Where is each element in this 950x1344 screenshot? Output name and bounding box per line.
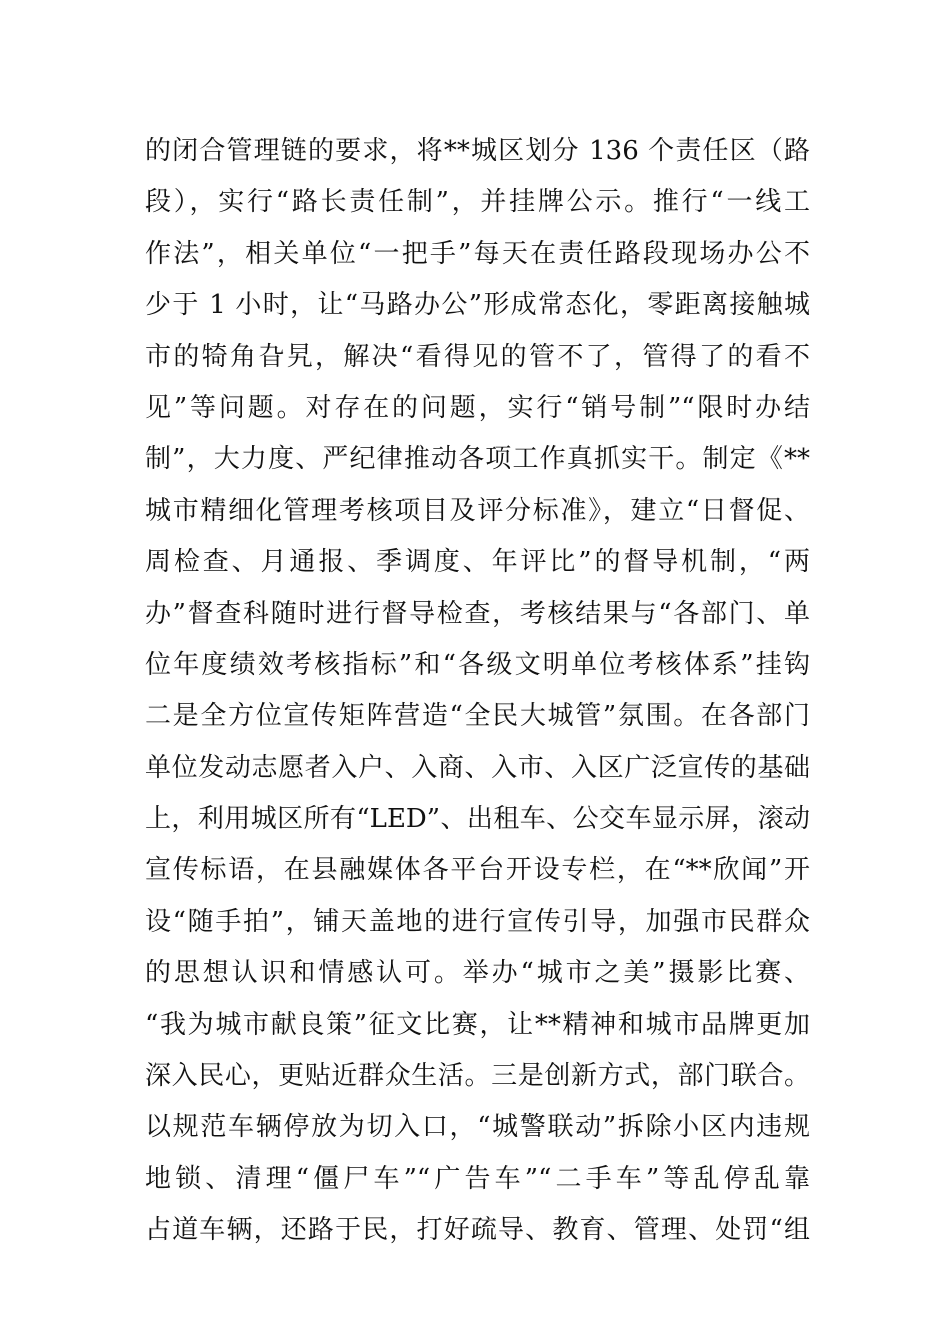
text-line: 上，利用城区所有“LED”、出租车、公交车显示屏，滚动 xyxy=(145,804,810,835)
text-line: 地锁、清理“僵尸车”“广告车”“二手车”等乱停乱靠 xyxy=(145,1163,810,1194)
text-line: 作法”，相关单位“一把手”每天在责任路段现场办公不 xyxy=(145,238,810,269)
text-line: 城市精细化管理考核项目及评分标准》，建立“日督促、 xyxy=(145,495,810,526)
text-line: 市的犄角旮旯，解决“看得见的管不了，管得了的看不 xyxy=(145,341,810,372)
text-line: 段），实行“路长责任制”，并挂牌公示。推行“一线工 xyxy=(145,187,810,218)
text-line: 二是全方位宣传矩阵营造“全民大城管”氛围。在各部门 xyxy=(145,701,810,732)
text-line: 位年度绩效考核指标”和“各级文明单位考核体系”挂钩 xyxy=(145,649,810,680)
text-line: 办”督查科随时进行督导检查，考核结果与“各部门、单 xyxy=(145,598,810,629)
text-line: 的闭合管理链的要求，将**城区划分 136 个责任区（路 xyxy=(145,136,810,166)
text-line: 的思想认识和情感认可。举办“城市之美”摄影比赛、 xyxy=(145,958,810,989)
text-line: 制”，大力度、严纪律推动各项工作真抓实干。制定《** xyxy=(145,444,810,475)
text-line: 少于 1 小时，让“马路办公”形成常态化，零距离接触城 xyxy=(145,290,810,321)
text-line: 占道车辆，还路于民，打好疏导、教育、管理、处罚“组 xyxy=(145,1215,810,1246)
text-line: “我为城市献良策”征文比赛，让**精神和城市品牌更加 xyxy=(145,1009,810,1040)
text-line: 设“随手拍”，铺天盖地的进行宣传引导，加强市民群众 xyxy=(145,906,810,937)
text-line: 单位发动志愿者入户、入商、入市、入区广泛宣传的基础 xyxy=(145,752,810,783)
text-line: 深入民心，更贴近群众生活。三是创新方式，部门联合。 xyxy=(145,1061,810,1092)
text-line: 周检查、月通报、季调度、年评比”的督导机制，“两 xyxy=(145,547,810,578)
body-text xyxy=(145,126,810,1257)
text-line: 以规范车辆停放为切入口，“城警联动”拆除小区内违规 xyxy=(145,1112,810,1143)
text-line: 见”等问题。对存在的问题，实行“销号制”“限时办结 xyxy=(145,392,810,423)
text-line: 宣传标语，在县融媒体各平台开设专栏，在“**欣闻”开 xyxy=(145,855,810,886)
